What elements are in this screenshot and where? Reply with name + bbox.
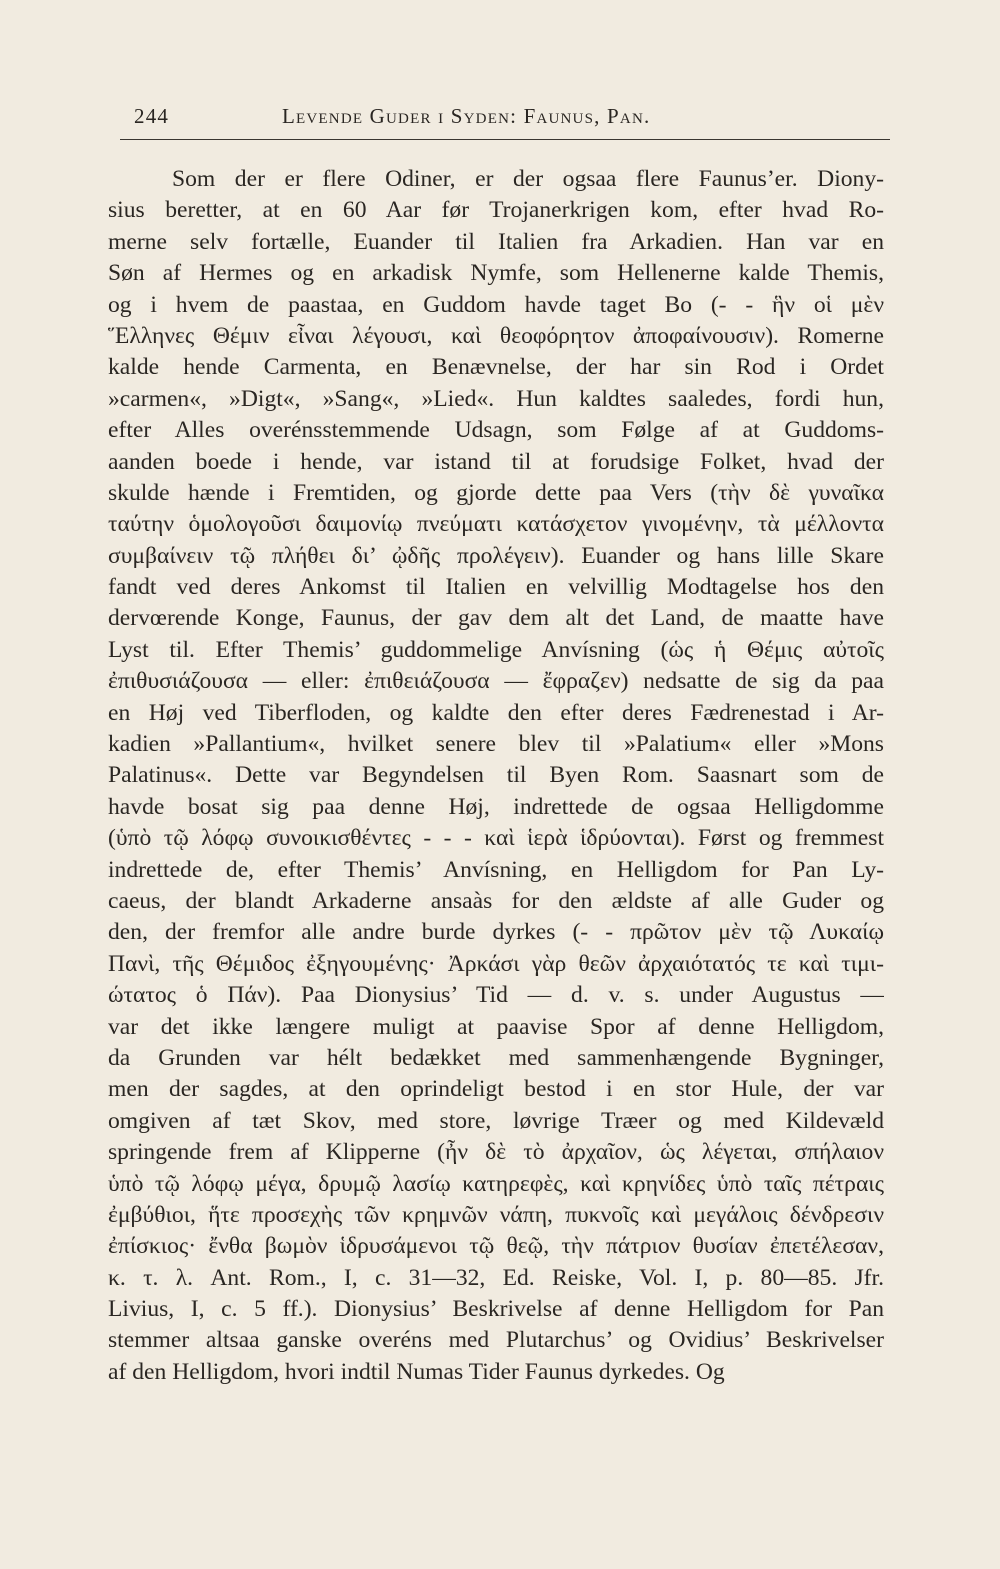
page-number: 244 xyxy=(134,104,170,128)
text-line: efter Alles overénsstemmende Udsagn, som Følge af at Guddoms- xyxy=(108,417,884,444)
text-line: ἐμβύθιοι, ἥτε προσεχὴς τῶν κρημνῶν νάπη, πυκνοῖς καὶ μεγάλοις δένδρεσιν xyxy=(108,1201,884,1228)
text-line: og i hvem de paastaa, en Guddom havde taget Bo (- - ἣν οἱ μὲν xyxy=(108,291,884,318)
text-line: ώτατος ὁ Πάν). Paa Dionysius’ Tid — d. v. s. under Augustus — xyxy=(108,982,884,1009)
text-line: Lyst til. Efter Themis’ guddommelige Anvísning (ὡς ἡ Θέμις αὐτοῖς xyxy=(108,636,884,663)
text-line: Ἕλληνες Θέμιν εἶναι λέγουσι, καὶ θεοφόρητον ἀποφαίνουσιν). Romerne xyxy=(108,322,884,349)
text-line: men der sagdes, at den oprindeligt bestod i en stor Hule, der var xyxy=(108,1076,884,1103)
text-line: Livius, I, c. 5 ff.). Dionysius’ Beskrivelse af denne Helligdom for Pan xyxy=(108,1296,884,1323)
running-title: Levende Guder i Syden: Faunus, Pan. xyxy=(282,104,651,128)
text-line: fandt ved deres Ankomst til Italien en velvillig Modtagelse hos den xyxy=(108,574,884,601)
text-line: da Grunden var hélt bedækket med sammenhængende Bygninger, xyxy=(108,1044,884,1071)
text-line: (ὑπὸ τῷ λόφῳ συνοικισθέντες - - - καὶ ἱερὰ ἱδρύονται). Først og fremmest xyxy=(108,825,884,852)
text-line: ὑπὸ τῷ λόφῳ μέγα, δρυμῷ λασίῳ κατηρεφὲς, καὶ κρηνίδες ὑπὸ ταῖς πέτραις xyxy=(108,1170,884,1197)
text-line: ταύτην ὁμολογοῦσι δαιμονίῳ πνεύματι κατάσχετον γινομένην, τὰ μέλλοντα xyxy=(108,511,884,538)
text-line: skulde hænde i Fremtiden, og gjorde dette paa Vers (τὴν δὲ γυναῖκα xyxy=(108,479,884,506)
header-rule xyxy=(120,139,890,140)
body-text xyxy=(108,164,884,1388)
text-line: springende frem af Klipperne (ἦν δὲ τὸ ἀρχαῖον, ὡς λέγεται, σπήλαιον xyxy=(108,1139,884,1166)
text-line: var det ikke længere muligt at paavise Spor af denne Helligdom, xyxy=(108,1013,884,1040)
text-line: kalde hende Carmenta, en Benævnelse, der har sin Rod i Ordet xyxy=(108,354,884,381)
text-line: sius beretter, at en 60 Aar før Trojanerkrigen kom, efter hvad Ro- xyxy=(108,197,884,224)
text-line: aanden boede i hende, var istand til at forudsige Folket, hvad der xyxy=(108,448,884,475)
text-line: caeus, der blandt Arkaderne ansaàs for den ældste af alle Guder og xyxy=(108,887,884,914)
text-line: dervœrende Konge, Faunus, der gav dem alt det Land, de maatte have xyxy=(108,605,884,632)
text-line: indrettede de, efter Themis’ Anvísning, en Helligdom for Pan Ly- xyxy=(108,856,884,883)
text-line: Som der er flere Odiner, er der ogsaa flere Faunus’er. Diony- xyxy=(172,166,884,192)
text-line: κ. τ. λ. Ant. Rom., I, c. 31—32, Ed. Reiske, Vol. I, p. 80—85. Jfr. xyxy=(108,1264,884,1291)
text-line: Πανὶ, τῆς Θέμιδος ἐξηγουμένης· Ἀρκάσι γὰρ θεῶν ἀρχαιότατός τε καὶ τιμι- xyxy=(108,950,884,977)
text-line: Palatinus«. Dette var Begyndelsen til Byen Rom. Saasnart som de xyxy=(108,762,884,789)
text-line: stemmer altsaa ganske overéns med Plutarchus’ og Ovidius’ Beskrivelser xyxy=(108,1327,884,1354)
text-line: den, der fremfor alle andre burde dyrkes (- - πρῶτον μὲν τῷ Λυκαίῳ xyxy=(108,919,884,946)
text-line: ἐπιθυσιάζουσα — eller: ἐπιθειάζουσα — ἔφραζεν) nedsatte de sig da paa xyxy=(108,668,884,695)
text-line: ἐπίσκιος· ἔνθα βωμὸν ἱδρυσάμενοι τῷ θεῷ, τὴν πάτριον θυσίαν ἐπετέλεσαν, xyxy=(108,1233,884,1260)
text-line: af den Helligdom, hvori indtil Numas Tider Faunus dyrkedes. Og xyxy=(108,1358,725,1385)
text-line: omgiven af tæt Skov, med store, løvrige Træer og med Kildevæld xyxy=(108,1107,884,1134)
text-line: συμβαίνειν τῷ πλήθει δι’ ᾠδῆς προλέγειν). Euander og hans lille Skare xyxy=(108,542,884,569)
text-line: »carmen«, »Digt«, »Sang«, »Lied«. Hun kaldtes saaledes, fordi hun, xyxy=(108,385,884,412)
text-line: merne selv fortælle, Euander til Italien fra Arkadien. Han var en xyxy=(108,228,884,255)
text-line: en Høj ved Tiberfloden, og kaldte den efter deres Fædrenestad i Ar- xyxy=(108,699,884,726)
text-line: havde bosat sig paa denne Høj, indrettede de ogsaa Helligdomme xyxy=(108,793,884,820)
text-line: Søn af Hermes og en arkadisk Nymfe, som Hellenerne kalde Themis, xyxy=(108,260,884,287)
text-line: kadien »Pallantium«, hvilket senere blev til »Palatium« eller »Mons xyxy=(108,731,884,758)
